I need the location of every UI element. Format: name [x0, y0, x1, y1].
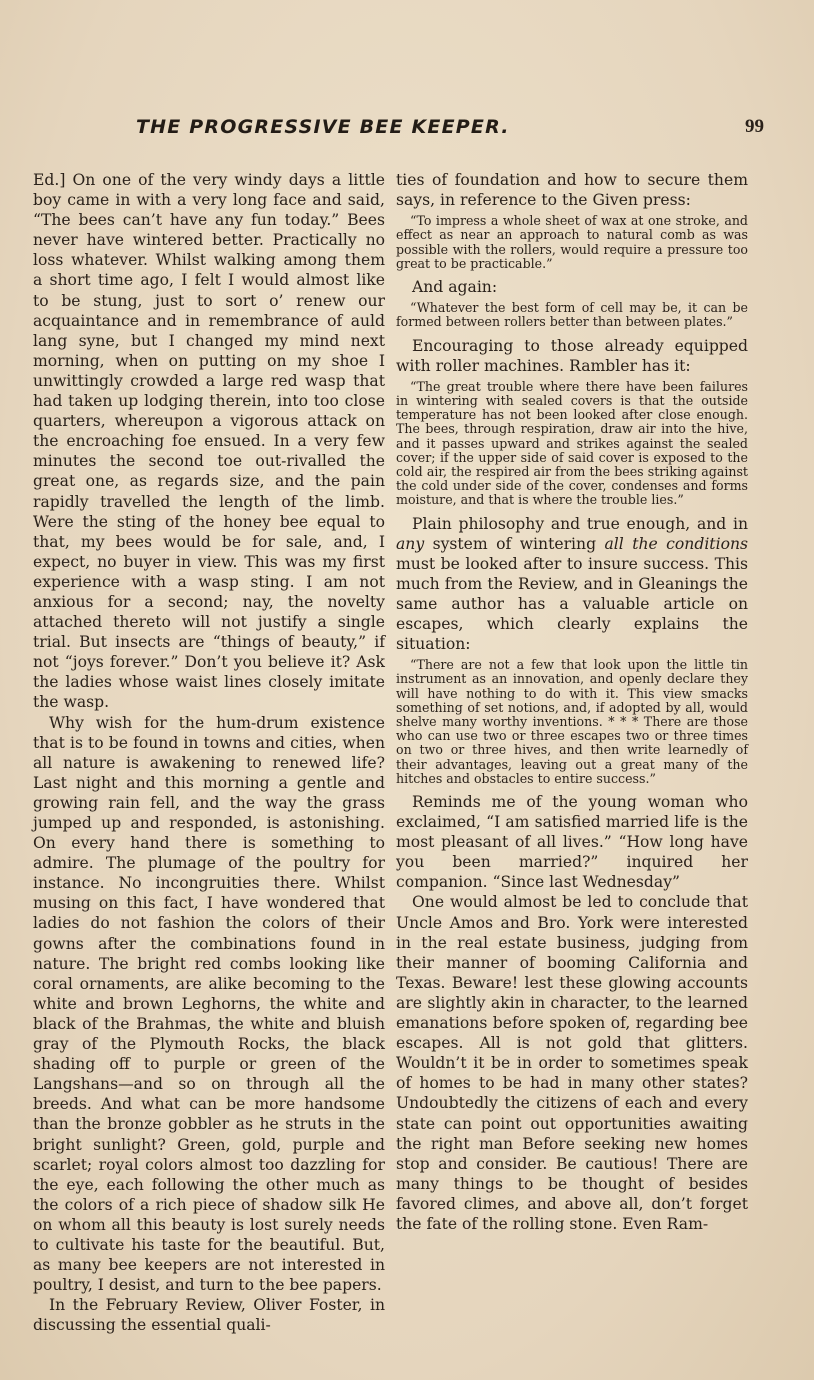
quotation: “The great trouble where there have been failures in wintering with sealed covers is that the outside temperature has not been looked after close enough. The bees, through respiration, draw air into the hive, and it passes upward and strikes against the sealed cover; if the upper side of said cover is exposed to the cold air, the respired air from the bees striking against the cold under side of the cover, condenses and forms moisture, and that is where the trouble lies.” — [396, 378, 748, 508]
quotation: “Whatever the best form of cell may be, it can be formed between rollers better than between plates.” — [396, 300, 748, 330]
paragraph: Why wish for the hum-drum existence that is to be found in towns and cities, when all nature is awakening to renewed life? Last night and this morning a gentle and growing rain fell, and the way the grass jumped up and responded, is astonishing. On every hand there is something to admire. The plumage of the poultry for instance. No incongruities there. Whilst musing on this fact, I have wondered that ladies do not fashion the colors of their gowns after the combinations found in nature. The bright red combs looking like coral ornaments, are alike becoming to the white and brown Leghorns, the white and black of the Brahmas, the white and bluish gray of the Plymouth Rocks, the black shading off to purple or green of the Langshans—and so on through all the breeds. And what can be more handsome than the bronze gobbler as he struts in the bright sunlight? Green, gold, purple and scarlet; royal colors almost too dazzling for the eye, each following the other much as the colors of a rich piece of shadow silk He on whom all this beauty is lost surely needs to cultivate his taste for the beautiful. But, as many bee keepers are not interested in poultry, I desist, and turn to the bee papers. — [33, 713, 385, 1295]
right-column — [396, 170, 748, 1320]
paragraph: Ed.] On one of the very windy days a little boy came in with a very long face and said, “The bees can’t have any fun today.” Bees never have wintered better. Practically no loss whatever. Whilst walking among them a short time ago, I felt I would almost like to be stung, just to sort o’ renew our acquaintance and in remembrance of auld lang syne, but I changed my mind next morning, when on putting on my shoe I unwittingly crowded a large red wasp that had taken up lodging therein, into too close quarters, whereupon a vigorous attack on the encroaching foe ensued. In a very few minutes the second toe out-rivalled the great one, as regards size, and the pain rapidly travelled the length of the limb. Were the sting of the honey bee equal to that, my bees would be for sale, and, I expect, no buyer in view. This was my first experience with a wasp sting. I am not anxious for a second; nay, the novelty attached thereto will not justify a single trial. But insects are “things of beauty,” if not “joys forever.” Don’t you believe it? Ask the ladies whose waist lines closely imitate the wasp. — [33, 171, 385, 712]
running-title: THE PROGRESSIVE BEE KEEPER. — [136, 116, 510, 138]
text-run: must be looked after to insure success. This much from the Review, and in Gleanings the same author has a valuable article on escapes, which clearly explains the situation: — [396, 554, 748, 654]
quotation: “There are not a few that look upon the little tin instrument as an innovation, and openly declare they will have nothing to do with it. This view smacks something of set notions, and, if adopted by all, would shelve many worthy inventions. * * * There are those who can use two or three escapes two or three times on two or three hives, and then write learnedly of their advantages, leaving out a great many of the hitches and obstacles to entire success.” — [396, 657, 748, 786]
paragraph — [396, 514, 748, 655]
paragraph: And again: — [412, 278, 498, 296]
quotation: “To impress a whole sheet of wax at one stroke, and effect as near an approach to natural comb as was possible with the rollers, would require a pressure too great to be practicable.” — [396, 213, 748, 271]
paragraph: In the February Review, Oliver Foster, in discussing the essential quali- — [33, 1296, 385, 1335]
italic-text: all the conditions — [604, 534, 748, 553]
paragraph: Reminds me of the young woman who exclaimed, “I am satisfied married life is the most pleasant of all lives.” “How long have you been married?” inquired her companion. “Since last Wednesday” — [396, 793, 748, 892]
paragraph: One would almost be led to conclude that Uncle Amos and Bro. York were interested in the real estate business, judging from their manner of booming California and Texas. Beware! lest these glowing accounts are slightly akin in character, to the learned emanations before spoken of, regarding bee escapes. All is not gold that glitters. Wouldn’t it be in order to sometimes speak of homes to be had in many other states? Undoubtedly the citizens of each and every state can point out opportunities awaiting the right man Before seeking new homes stop and consider. Be cautious! There are many things to be thought of besides favored climes, and above all, don’t forget the fate of the rolling stone. Even Ram- — [396, 893, 748, 1233]
italic-text: any — [396, 534, 425, 553]
left-column — [33, 170, 385, 1335]
text-run: Plain philosophy and true enough, and in — [412, 514, 748, 533]
page-number: 99 — [745, 116, 764, 137]
paragraph: ties of foundation and how to secure them says, in reference to the Given press: — [396, 171, 748, 210]
page-header — [130, 116, 770, 144]
paragraph: Encouraging to those already equipped with roller machines. Rambler has it: — [396, 336, 748, 375]
text-run: system of wintering — [424, 534, 605, 553]
